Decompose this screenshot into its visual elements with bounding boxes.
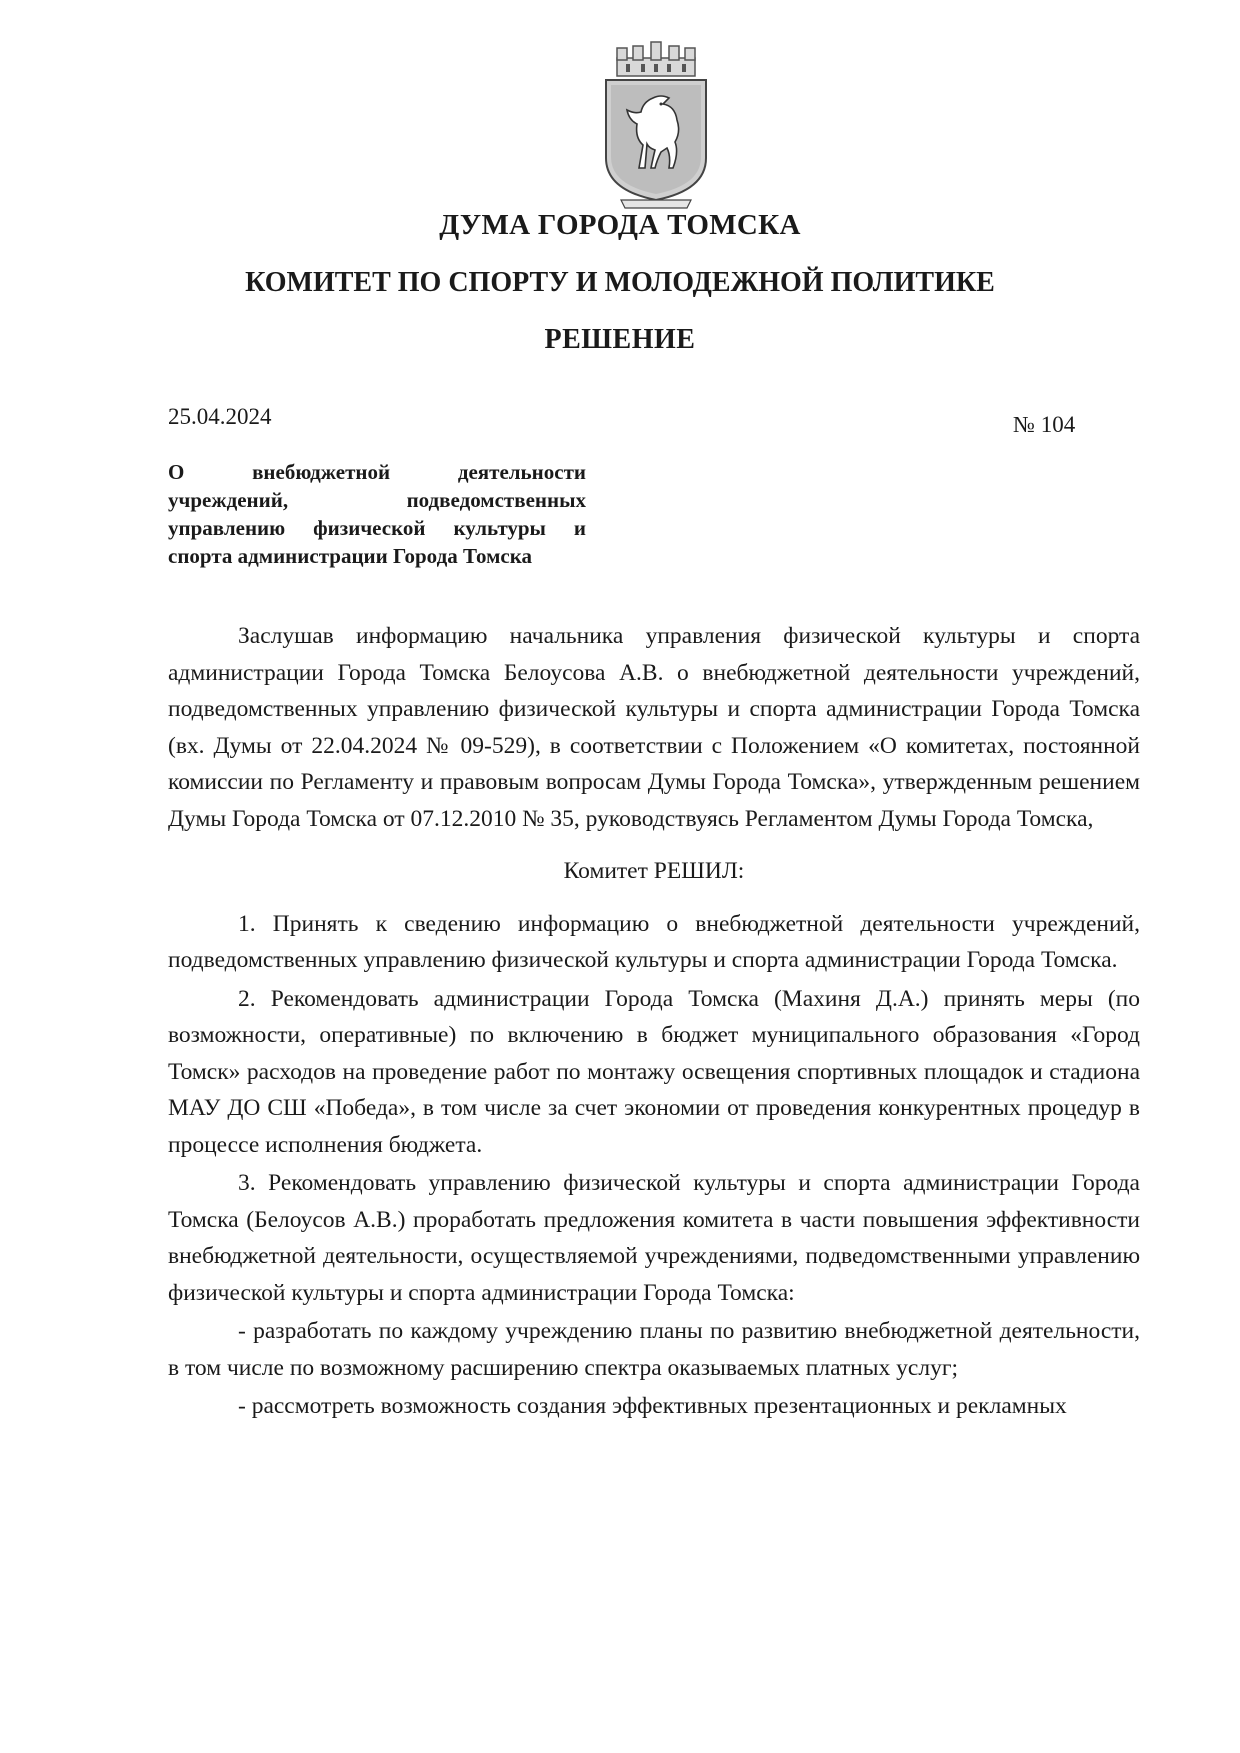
coat-of-arms-emblem (591, 40, 721, 215)
document-type-title: РЕШЕНИЕ (544, 324, 696, 355)
committee-title: КОМИТЕТ ПО СПОРТУ И МОЛОДЕЖНОЙ ПОЛИТИКЕ (245, 267, 995, 298)
document-subject: О внебюджетной деятельности учреждений, подведомственных управлению физической культуры и спорта администрации Города Томска (168, 460, 586, 568)
item-3-paragraph: 3. Рекомендовать управлению физической культуры и спорта администрации Города Томска (Белоусов А.В.) проработать предложения комитета в части повышения эффективности внебюджетной деятельности, осуществляемой учреждениями, подведомственными управлению физической культуры и спорта администрации Города Томска: (168, 1170, 1140, 1306)
preamble-paragraph: Заслушав информацию начальника управления физической культуры и спорта администрации Города Томска Белоусова А.В. о внебюджетной деятельности учреждений, подведомственных управлению физической культуры и спорта администрации Города Томска (вх. Думы от 22.04.2024 № 09-529), в соответствии с Положением «О комитетах, постоянной комиссии по Регламенту и правовым вопросам Думы Города Томска», утвержденным решением Думы Города Томска от 07.12.2010 № 35, руководствуясь Регламентом Думы Города Томска, (168, 623, 1140, 832)
item-1-paragraph: 1. Принять к сведению информацию о внебюджетной деятельности учреждений, подведомственных управлению физической культуры и спорта администрации Города Томска. (168, 910, 1140, 973)
document-body (168, 618, 1140, 1425)
organization-title: ДУМА ГОРОДА ТОМСКА (439, 209, 801, 241)
resolved-heading: Комитет РЕШИЛ: (563, 858, 745, 884)
item-3-sub-2-paragraph: - рассмотреть возможность создания эффективных презентационных и рекламных (238, 1393, 1067, 1419)
item-3-sub-1-paragraph: - разработать по каждому учреждению планы по развитию внебюджетной деятельности, в том числе по возможному расширению спектра оказываемых платных услуг; (168, 1318, 1140, 1381)
document-date: 25.04.2024 (168, 404, 272, 429)
item-2-paragraph: 2. Рекомендовать администрации Города Томска (Махиня Д.А.) принять меры (по возможности, оперативные) по включению в бюджет муниципального образования «Город Томск» расходов на проведение работ по монтажу освещения спортивных площадок и стадиона МАУ ДО СШ «Победа», в том числе за счет экономии от проведения конкурентных процедур в процессе исполнения бюджета. (168, 985, 1140, 1158)
document-number: № 104 (1013, 412, 1076, 437)
